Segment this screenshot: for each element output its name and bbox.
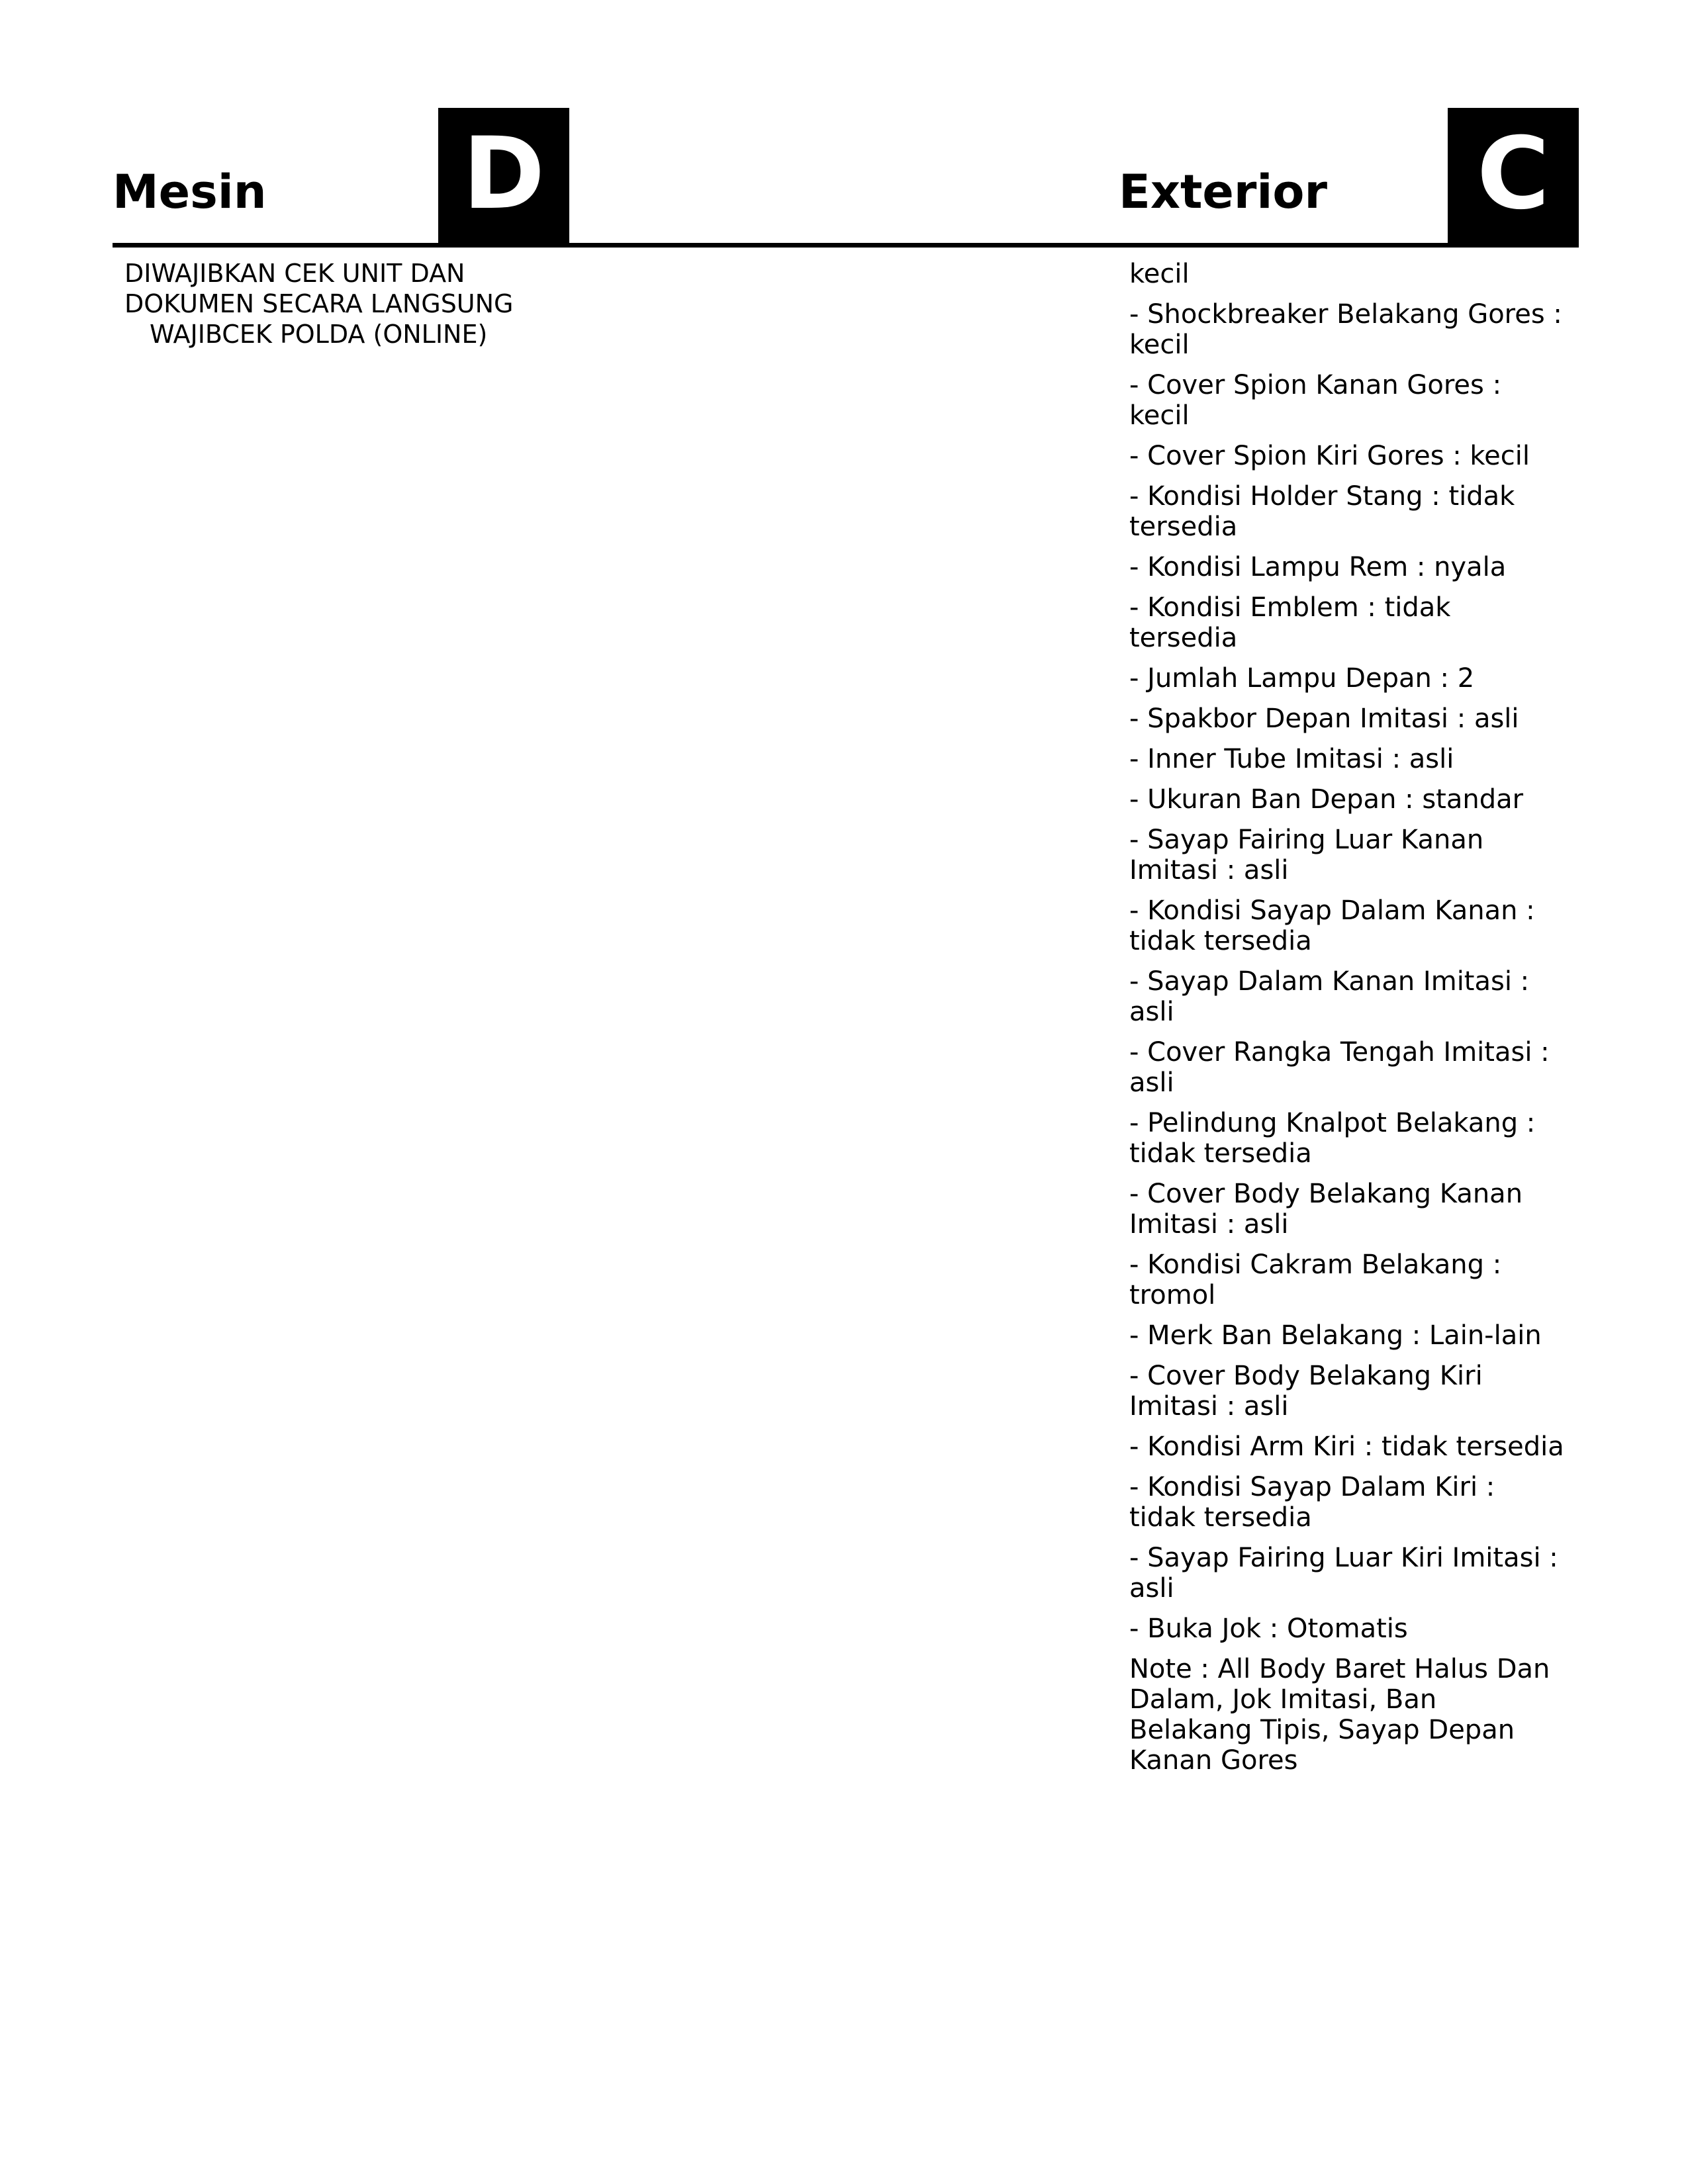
exterior-item: - Kondisi Arm Kiri : tidak tersedia xyxy=(1129,1432,1564,1462)
header-divider xyxy=(113,243,1579,248)
exterior-item: - Kondisi Emblem : tidak tersedia xyxy=(1129,592,1451,653)
exterior-item: - Cover Spion Kanan Gores : kecil xyxy=(1129,370,1502,431)
exterior-item: - Pelindung Knalpot Belakang : tidak tersedia xyxy=(1129,1108,1536,1169)
mesin-section-title: Mesin xyxy=(113,165,267,219)
mesin-note-line: DIWAJIBKAN CEK UNIT DAN xyxy=(124,259,465,288)
exterior-item: - Kondisi Sayap Dalam Kanan : tidak tersedia xyxy=(1129,895,1535,956)
exterior-item: - Spakbor Depan Imitasi : asli xyxy=(1129,704,1519,734)
exterior-item: - Cover Spion Kiri Gores : kecil xyxy=(1129,441,1530,471)
exterior-section-title: Exterior xyxy=(1119,165,1328,219)
exterior-item: - Kondisi Holder Stang : tidak tersedia xyxy=(1129,481,1515,542)
exterior-item: - Shockbreaker Belakang Gores : kecil xyxy=(1129,299,1562,360)
mesin-grade-badge: D xyxy=(438,108,569,246)
exterior-item-list xyxy=(1129,259,1566,1786)
exterior-item: - Merk Ban Belakang : Lain-lain xyxy=(1129,1320,1542,1351)
exterior-item: - Jumlah Lampu Depan : 2 xyxy=(1129,663,1475,694)
mesin-notes xyxy=(124,258,561,349)
exterior-item: - Ukuran Ban Depan : standar xyxy=(1129,784,1524,815)
exterior-item: - Kondisi Sayap Dalam Kiri : tidak tersedia xyxy=(1129,1472,1495,1533)
exterior-item: kecil xyxy=(1129,259,1190,289)
exterior-item: - Sayap Dalam Kanan Imitasi : asli xyxy=(1129,966,1530,1027)
exterior-item: - Cover Body Belakang Kanan Imitasi : asli xyxy=(1129,1179,1523,1240)
exterior-item: - Cover Body Belakang Kiri Imitasi : asli xyxy=(1129,1361,1483,1422)
exterior-grade-badge: C xyxy=(1448,108,1579,246)
mesin-note-bullet-text: WAJIBCEK POLDA (ONLINE) xyxy=(150,320,488,349)
mesin-note-bullet-line xyxy=(124,319,561,349)
mesin-note-line: DOKUMEN SECARA LANGSUNG xyxy=(124,289,514,318)
exterior-item: - Inner Tube Imitasi : asli xyxy=(1129,744,1454,774)
exterior-note: Note : All Body Baret Halus Dan Dalam, Jok Imitasi, Ban Belakang Tipis, Sayap Depan Kanan Gores xyxy=(1129,1654,1550,1776)
exterior-item: - Sayap Fairing Luar Kanan Imitasi : asli xyxy=(1129,825,1484,886)
exterior-item: - Buka Jok : Otomatis xyxy=(1129,1614,1408,1644)
exterior-item: - Cover Rangka Tengah Imitasi : asli xyxy=(1129,1037,1550,1098)
exterior-item: - Kondisi Lampu Rem : nyala xyxy=(1129,552,1507,582)
exterior-item: - Kondisi Cakram Belakang : tromol xyxy=(1129,1250,1502,1310)
exterior-item: - Sayap Fairing Luar Kiri Imitasi : asli xyxy=(1129,1543,1558,1604)
